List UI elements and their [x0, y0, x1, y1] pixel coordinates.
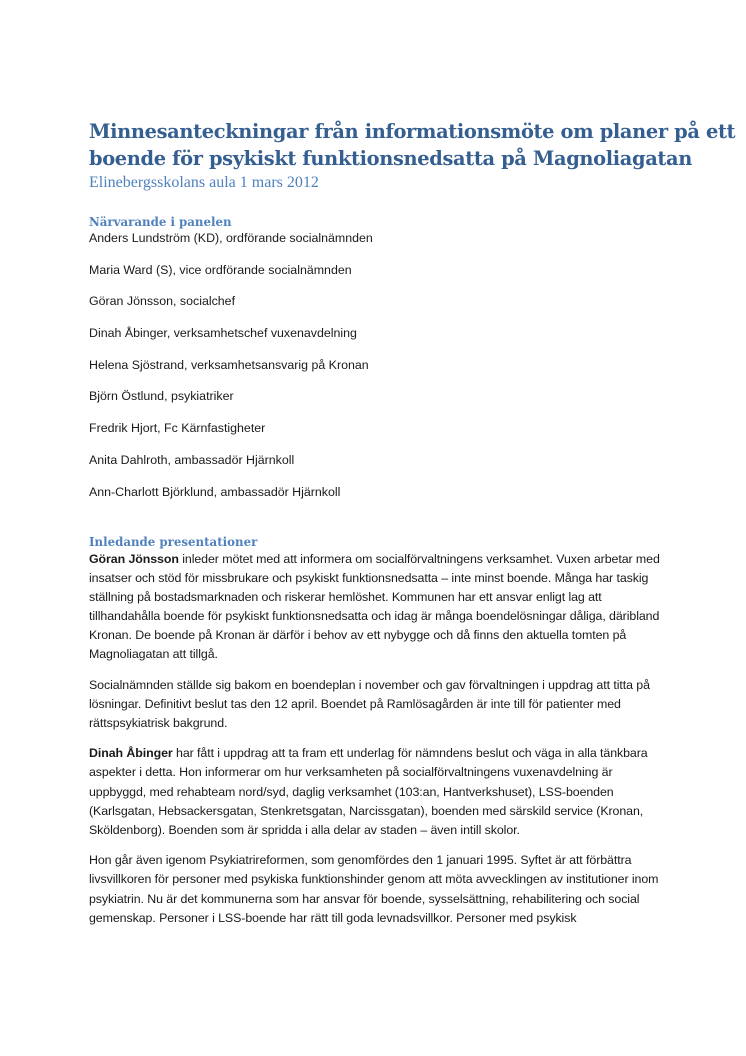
paragraph-1: [89, 550, 669, 665]
document-title: [89, 118, 736, 172]
paragraph-text: Socialnämnden ställde sig bakom en boendeplan i november och gav förvaltningen i uppdrag att titta på lösningar. Definitivt beslut tas den 12 april. Boendet på Ramlösagården är inte till för patienter med rättspsykiatrisk bakgrund.: [89, 677, 650, 730]
panel-member: Göran Jönsson, socialchef: [89, 294, 236, 309]
paragraph-text: har fått i uppdrag att ta fram ett underlag för nämndens beslut och väga in alla tänkbara aspekter i detta. Hon informerar om hur verksamheten på socialförvaltningens vuxenavdelning är uppbyggd, med rehabteam nord/syd, daglig verksamhet (103:an, Hantverkshuset), LSS-boenden (Karlsgatan, Hebsackersgatan, Stenkretsgatan, Narcissgatan), boenden med särskild service (Kronan, Sköldenborg). Boenden som är spridda i alla delar av staden – även intill skolor.: [89, 746, 648, 837]
speaker-name: Göran Jönsson: [89, 551, 179, 566]
panel-member: Björn Östlund, psykiatriker: [89, 389, 234, 404]
document-subtitle: Elinebergsskolans aula 1 mars 2012: [89, 174, 319, 191]
paragraph-text: inleder mötet med att informera om socialförvaltningens verksamhet. Vuxen arbetar med insatser och stöd för missbrukare och psykiskt funktionsnedsatta – inte minst boende. Många har taskig ställning på bostadsmarknaden och riskerar hemlöshet. Kommunen har ett ansvar enligt lag att tillhandahålla boende för psykiskt funktionsnedsatta och idag är många boendelösningar dåliga, däribland Kronan. De boende på Kronan är därför i behov av ett nybygge och då finns den aktuella tomten på Magnoliagatan att tillgå.: [89, 551, 660, 661]
paragraph-2: [89, 676, 669, 733]
panel-member: Helena Sjöstrand, verksamhetsansvarig på Kronan: [89, 357, 369, 372]
title-line-2: boende för psykiskt funktionsnedsatta på Magnoliagatan: [89, 147, 692, 170]
panel-member: Ann-Charlott Björklund, ambassadör Hjärnkoll: [89, 484, 341, 499]
panel-member: Anders Lundström (KD), ordförande socialnämnden: [89, 231, 373, 245]
panel-member: Fredrik Hjort, Fc Kärnfastigheter: [89, 421, 266, 436]
panel-member: Dinah Åbinger, verksamhetschef vuxenavdelning: [89, 326, 357, 341]
intro-heading: Inledande presentationer: [89, 534, 258, 549]
paragraph-text: Hon går även igenom Psykiatrireformen, som genomfördes den 1 januari 1995. Syftet är att förbättra livsvillkoren för personer med psykiska funktionshinder genom att möta avvecklingen av institutioner inom psykiatrin. Nu är det kommunerna som har ansvar för boende, sysselsättning, rehabilitering och social gemenskap. Personer i LSS-boende har rätt till goda levnadsvillkor. Personer med psykisk: [89, 853, 659, 925]
panel-member: Maria Ward (S), vice ordförande socialnämnden: [89, 262, 352, 277]
document-page: [89, 118, 736, 939]
title-line-1: Minnesanteckningar från informationsmöte om planer på ett: [89, 120, 736, 143]
panel-heading: Närvarande i panelen: [89, 215, 232, 229]
paragraph-4: [89, 851, 669, 927]
panel-member-list: [89, 230, 669, 500]
panel-member: Anita Dahlroth, ambassadör Hjärnkoll: [89, 452, 295, 467]
paragraph-3: [89, 744, 669, 839]
speaker-name: Dinah Åbinger: [89, 746, 173, 761]
